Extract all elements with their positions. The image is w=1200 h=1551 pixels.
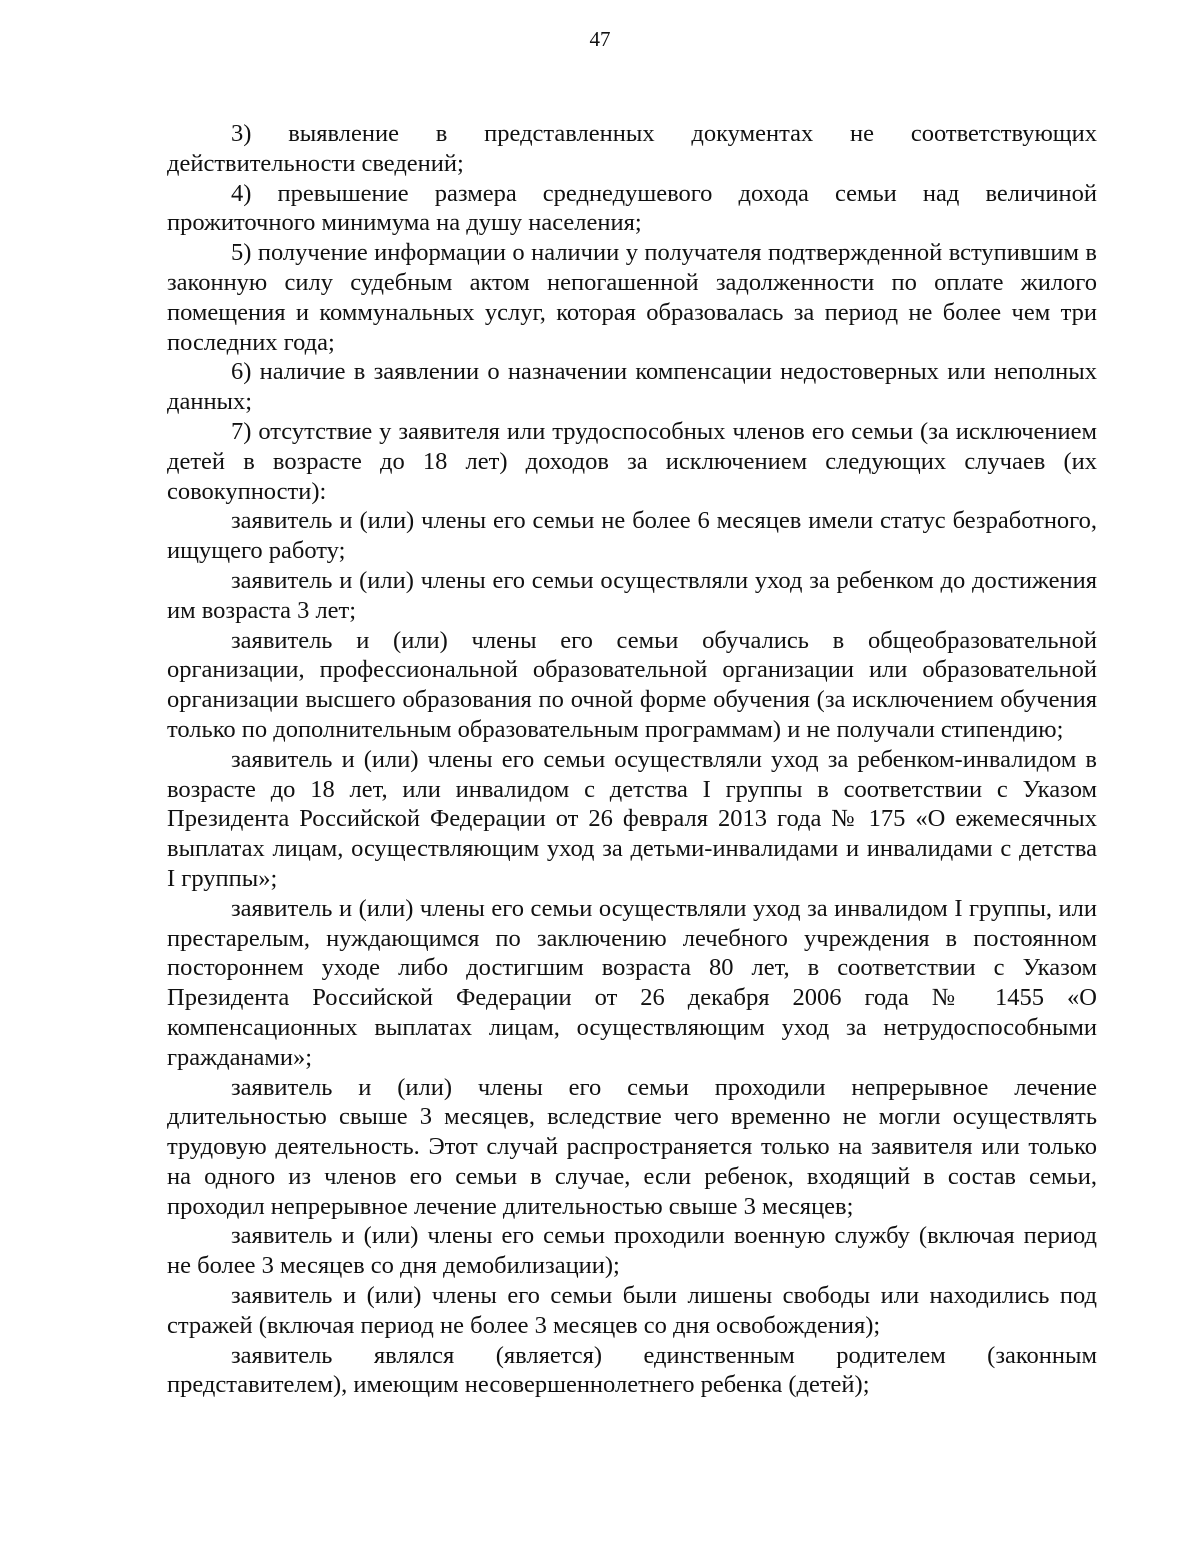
page-number: 47 <box>589 27 611 51</box>
paragraph-item-7: 7) отсутствие у заявителя или трудоспособных членов его семьи (за исключением детей в возрасте до 18 лет) доходов за исключением следующих случаев (их совокупности): <box>167 417 1097 505</box>
paragraph-item-5: 5) получение информации о наличии у получателя подтвержденной вступившим в законную силу судебным актом непогашенной задолженности по оплате жилого помещения и коммунальных услуг, которая образовалась за период не более чем три последних года; <box>167 239 1097 356</box>
paragraph-item-6: 6) наличие в заявлении о назначении компенсации недостоверных или неполных данных; <box>167 358 1097 416</box>
paragraph-case-unemployed: заявитель и (или) члены его семьи не более 6 месяцев имели статус безработного, ищущего работу; <box>167 507 1097 565</box>
paragraph-case-disabled-child-care: заявитель и (или) члены его семьи осуществляли уход за ребенком-инвалидом в возрасте до 18 лет, или инвалидом с детства I группы в соответствии с Указом Президента Российской Федерации от 26 февраля 2013 года № 175 «О ежемесячных выплатах лицам, осуществляющим уход за детьми-инвалидами и инвалидами с детства I группы»; <box>167 745 1097 892</box>
paragraph-item-4: 4) превышение размера среднедушевого дохода семьи над величиной прожиточного минимума на душу населения; <box>167 179 1097 237</box>
paragraph-case-disabled-adult-care: заявитель и (или) члены его семьи осуществляли уход за инвалидом I группы, или престарелым, нуждающимся по заключению лечебного учреждения в постоянном постороннем уходе либо достигшим возраста 80 лет, в соответствии с Указом Президента Российской Федерации от 26 декабря 2006 года № 1455 «О компенсационных выплатах лицам, осуществляющим уход за нетрудоспособными гражданами»; <box>167 894 1097 1071</box>
paragraph-case-child-care: заявитель и (или) члены его семьи осуществляли уход за ребенком до достижения им возраста 3 лет; <box>167 566 1097 624</box>
paragraph-case-treatment: заявитель и (или) члены его семьи проходили непрерывное лечение длительностью свыше 3 месяцев, вследствие чего временно не могли осуществлять трудовую деятельность. Этот случай распространяется только на заявителя или только на одного из членов его семьи в случае, если ребенок, входящий в состав семьи, проходил непрерывное лечение длительностью свыше 3 месяцев; <box>167 1073 1097 1220</box>
paragraph-case-education: заявитель и (или) члены его семьи обучались в общеобразовательной организации, профессиональной образовательной организации или образовательной организации высшего образования по очной форме обучения (за исключением обучения только по дополнительным образовательным программам) и не получали стипендию; <box>167 626 1097 743</box>
paragraph-item-3: 3) выявление в представленных документах не соответствующих действительности сведений; <box>167 120 1097 177</box>
document-body <box>167 119 1097 1400</box>
paragraph-case-single-parent: заявитель являлся (является) единственным родителем (законным представителем), имеющим несовершеннолетнего ребенка (детей); <box>167 1341 1097 1399</box>
paragraph-case-military-service: заявитель и (или) члены его семьи проходили военную службу (включая период не более 3 месяцев со дня демобилизации); <box>167 1222 1097 1280</box>
paragraph-case-imprisonment: заявитель и (или) члены его семьи были лишены свободы или находились под стражей (включая период не более 3 месяцев со дня освобождения); <box>167 1282 1097 1339</box>
